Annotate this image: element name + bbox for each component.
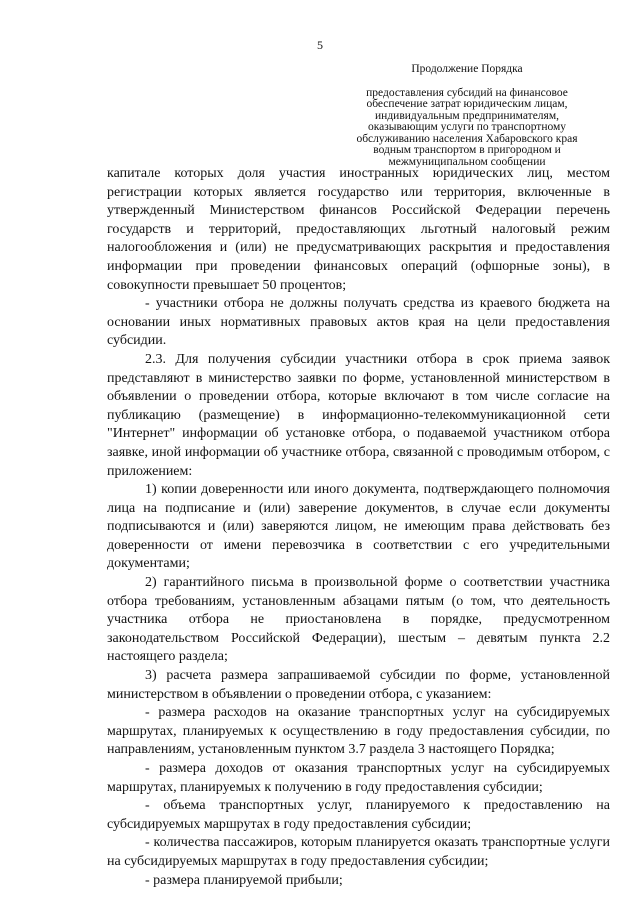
document-body (107, 165, 610, 890)
document-header (352, 64, 582, 168)
paragraph: - размера доходов от оказания транспортных услуг на субсидируемых маршрутах, планируемых к получению в году предоставления субсидии; (107, 761, 610, 795)
paragraph: 2) гарантийного письма в произвольной форме о соответствии участника отбора требованиям, установленным абзацами пятым (о том, что деятельность участника отбора не приостановлена в порядке, предусмотренном законодательством Российской Федерации), шестым – девятым пункта 2.2 настоящего раздела; (107, 575, 610, 665)
paragraph: - участники отбора не должны получать средства из краевого бюджета на основании иных нормативных правовых актов края на цели предоставления субсидии. (107, 296, 610, 349)
paragraph: 1) копии доверенности или иного документа, подтверждающего полномочия лица на подписание и (или) заверение документов, в случае если документы подписываются и (или) заверяются лицом, не имеющим права действовать без доверенности от имени перевозчика в соответствии с его учредительными документами; (107, 482, 610, 572)
page-number: 5 (317, 38, 323, 52)
paragraph: 2.3. Для получения субсидии участники отбора в срок приема заявок представляют в министерство заявки по форме, установленной министерством в объявлении о проведении отбора, которые включают в том числе согласие на публикацию (размещение) в информационно-телекоммуникационной сети "Интернет" информации об установке отбора, о подаваемой участником отбора заявке, иной информации об участнике отбора, связанной с проводимым отбором, с приложением: (107, 351, 610, 479)
paragraph: капитале которых доля участия иностранных юридических лиц, местом регистрации которых является государство или территория, включенные в утвержденный Министерством финансов Российской Федерации перечень государств и территорий, предоставляющих льготный налоговый режим налогообложения и (или) не предусматривающих раскрытия и предоставления информации при проведении финансовых операций (офшорные зоны), в совокупности превышает 50 процентов; (107, 166, 610, 293)
paragraph: - размера планируемой прибыли; (145, 872, 343, 888)
header-subtitle: предоставления субсидий на финансовое обеспечение затрат юридическим лицам, индивидуальным предпринимателям, оказывающим услуги по транспортному обслуживанию населения Хабаровского края водным транспортом в пригородном и межмуниципальном сообщении (356, 86, 578, 168)
paragraph: - объема транспортных услуг, планируемого к предоставлению на субсидируемых маршрутах в году предоставления субсидии; (107, 798, 610, 832)
header-title: Продолжение Порядка (411, 63, 523, 75)
paragraph: - количества пассажиров, которым планируется оказать транспортные услуги на субсидируемых маршрутах в году предоставления субсидии; (107, 835, 610, 869)
paragraph: 3) расчета размера запрашиваемой субсидии по форме, установленной министерством в объявлении о проведении отбора, с указанием: (107, 668, 610, 702)
paragraph: - размера расходов на оказание транспортных услуг на субсидируемых маршрутах, планируемых к осуществлению в году предоставления субсидии, по направлениям, установленным пунктом 3.7 раздела 3 настоящего Порядка; (107, 705, 610, 758)
